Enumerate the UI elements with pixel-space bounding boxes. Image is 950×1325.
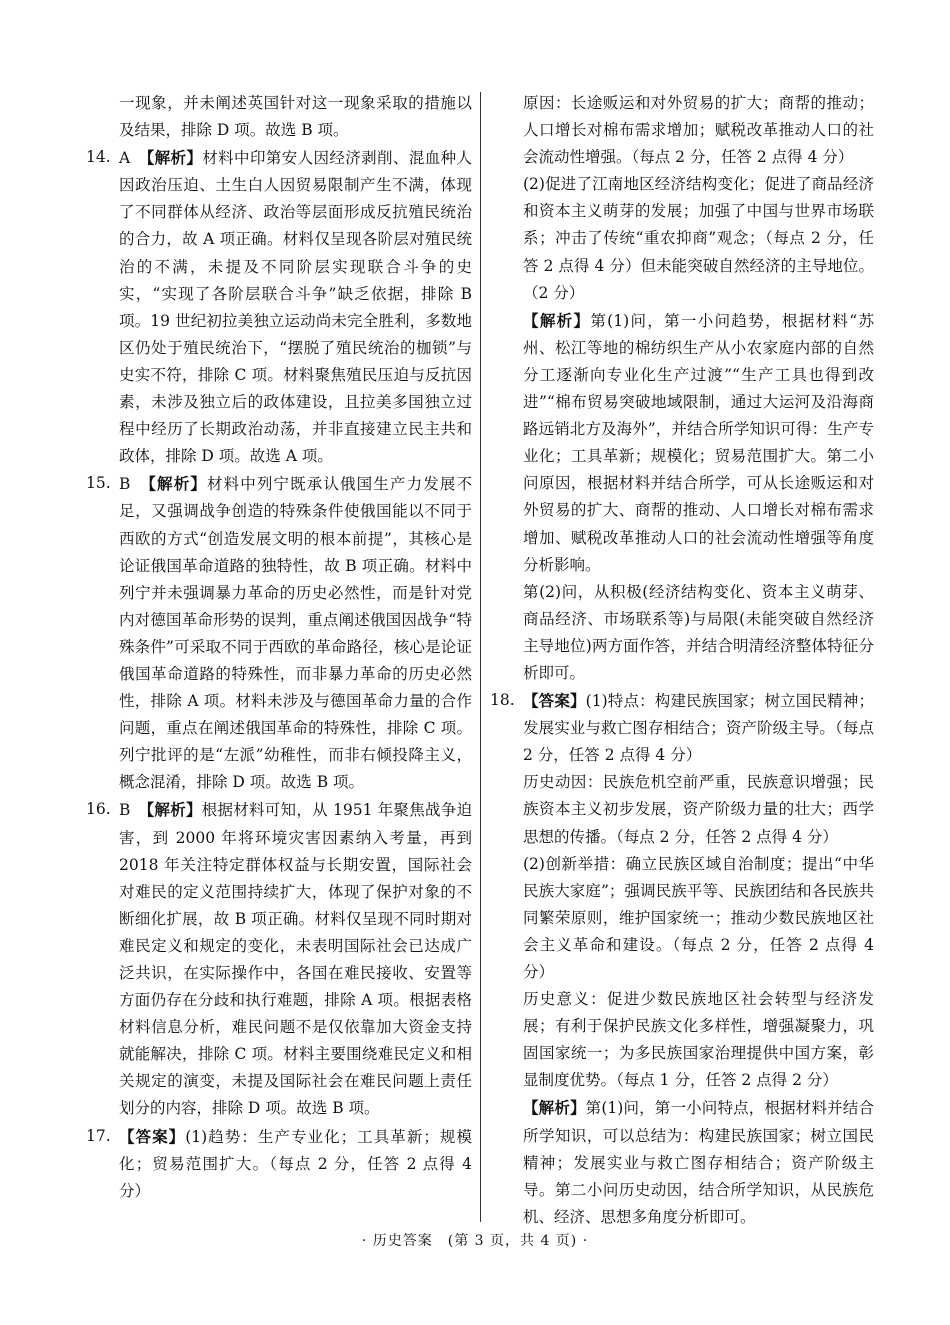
analysis-text: 材料中印第安人因经济剥削、混血种人因政治压迫、土生白人因贸易限制产生不满，体现了不同群体从经济、政治等层面形成反抗殖民统治的合力，故 A 项正确。材料仅呈现各阶层对殖民统治的不满，未提及不同阶层实现联合斗争的史实，“实现了各阶层联合斗争”缺乏依据，排除 B 项。19 世纪初拉美独立运动尚未完全胜利，多数地区仍处于殖民统治下，“摆脱了殖民统治的枷锁”与史实不符，排除 C 项。材料聚焦殖民压迫与反抗因素，未涉及独立后的政体建设，且拉美多国独立过程中经历了长期政治动荡，并非直接建立民主共和政体，排除 D 项。故选 A 项。: [119, 149, 472, 466]
q18-motive: 历史动因：民族危机空前严重，民族意识增强；民族资本主义初步发展，资产阶级力量的壮大；西学思想的传播。（每点 2 分，任答 2 点得 4 分）: [523, 773, 874, 846]
question-number: 17.: [86, 1126, 111, 1145]
q18-analysis: [490, 1094, 874, 1230]
analysis-text: 材料中列宁既承认俄国生产力发展不足，又强调战争创造的特殊条件使俄国能以不同于西欧的方式“创造发展文明的根本前提”，其核心是论证俄国革命道路的独特性，故 B 项正确。材料中列宁并未强调暴力革命的历史必然性，而是针对党内对德国革命形势的误判，重点阐述俄国因战争“特殊条件”可采取不同于西欧的革命路径，核心是论证俄国革命道路的特殊性，而非暴力革命的历史必然性，排除 A 项。材料未涉及与德国革命力量的合作问题，重点在阐述俄国革命的特殊性，排除 C 项。列宁批评的是“左派”幼稚性，而非右倾投降主义，概念混淆，排除 D 项。故选 B 项。: [119, 475, 472, 792]
question-number: 16.: [86, 800, 111, 819]
question-15: [86, 470, 472, 796]
question-17: [86, 1123, 472, 1205]
answer-letter: A: [119, 149, 147, 168]
left-column: [86, 90, 472, 1205]
analysis-text: 根据材料可知，从 1951 年聚焦战争迫害，到 2000 年将环境灾害因素纳入考量，再到 2018 年关注特定群体权益与长期安置，国际社会对难民的定义范围持续扩大，体现了保护对象的不断细化扩展，故 B 项正确。材料仅呈现不同时期对难民定义和规定的变化，未表明国际社会已达成广泛共识，在实际操作中，各国在难民接收、安置等方面仍存在分歧和执行难题，排除 A 项。根据表格材料信息分析，难民问题不是仅依靠加大资金支持就能解决，排除 C 项。材料主要围绕难民定义和相关规定的演变，未提及国际社会在难民问题上责任划分的内容，排除 D 项。故选 B 项。: [119, 801, 472, 1118]
q13-continuation: 一现象，并未阐述英国针对这一现象采取的措施以及结果，排除 D 项。故选 B 项。: [119, 94, 472, 140]
question-number: 18.: [490, 691, 515, 710]
question-16: [86, 796, 472, 1122]
answer-tag: 【答案】: [523, 691, 586, 711]
question-14: [86, 144, 472, 470]
analysis-text: 第(1)问，第一小问特点，根据材料并结合所学知识，可以总结为：构建民族国家；树立国民精神；发展实业与救亡图存相结合；资产阶级主导。第二小问历史动因，结合所学知识，从民族危机、经济、思想多角度分析即可。: [523, 1099, 874, 1226]
analysis-tag: 【解析】: [146, 800, 202, 820]
answer-letter: B: [119, 801, 147, 820]
page-footer: · 历史答案 (第 3 页，共 4 页) ·: [361, 1233, 589, 1249]
answer-tag: 【答案】: [119, 1126, 186, 1146]
q17-reason: 原因：长途贩运和对外贸易的扩大；商帮的推动；人口增长对棉布需求增加；赋税改革推动人口的社会流动性增强。（每点 2 分，任答 2 点得 4 分）: [523, 94, 874, 167]
analysis-tag: 【解析】: [523, 310, 591, 330]
analysis-text: 第(1)问，第一小问趋势，根据材料“苏州、松江等地的棉纺织生产从小农家庭内部的自然分工逐渐向专业化生产过渡”“生产工具也得到改进”“棉布贸易突破地域限制，通过大运河及沿海商路远销北方及海外”，并结合所学知识可得：生产专业化；工具革新；规模化；贸易范围扩大。第二小问原因，根据材料并结合所学，可从长途贩运和对外贸易的扩大、商帮的推动、人口增长对棉布需求增加、赋税改革推动人口的社会流动性增强等角度分析影响。: [523, 311, 874, 574]
analysis-tag: 【解析】: [146, 148, 203, 168]
analysis-tag: 【解析】: [523, 1098, 586, 1118]
q17-analysis: [490, 307, 874, 579]
q17-analysis-part2: 第(2)问，从积极(经济结构变化、资本主义萌芽、商品经济、市场联系等)与局限(未能突破自然经济主导地位)两方面作答，并结合明清经济整体特征分析即可。: [523, 582, 874, 682]
q18-part2: (2)创新举措：确立民族区域自治制度；提出“中华民族大家庭”；强调民族平等、民族团结和各民族共同繁荣原则，维护国家统一；推动少数民族地区社会主义革命和建设。（每点 2 分，任答 2 点得 4 分）: [523, 854, 874, 981]
question-18: [490, 687, 874, 769]
analysis-tag: 【解析】: [148, 474, 207, 494]
answer-text: (1)趋势：生产专业化；工具革新；规模化；贸易范围扩大。（每点 2 分，任答 2 点得 4 分）: [119, 1127, 472, 1200]
right-column: [490, 90, 874, 1231]
answer-text: (1)特点：构建民族国家；树立国民精神；发展实业与救亡图存相结合；资产阶级主导。（每点 2 分，任答 2 点得 4 分）: [523, 692, 874, 765]
q18-significance: 历史意义：促进少数民族地区社会转型与经济发展；有利于保护民族文化多样性，增强凝聚力，巩固国家统一；为多民族国家治理提供中国方案，彰显制度优势。（每点 1 分，任答 2 点得 2 分）: [523, 990, 874, 1090]
question-number: 15.: [86, 474, 111, 493]
answer-letter: B: [119, 475, 149, 494]
q17-part2: (2)促进了江南地区经济结构变化；促进了商品经济和资本主义萌芽的发展；加强了中国与世界市场联系；冲击了传统“重农抑商”观念；（每点 2 分，任答 2 点得 4 分）但未能突破自然经济的主导地位。（2 分）: [523, 175, 874, 302]
question-number: 14.: [86, 148, 111, 167]
column-divider: [480, 92, 481, 1222]
